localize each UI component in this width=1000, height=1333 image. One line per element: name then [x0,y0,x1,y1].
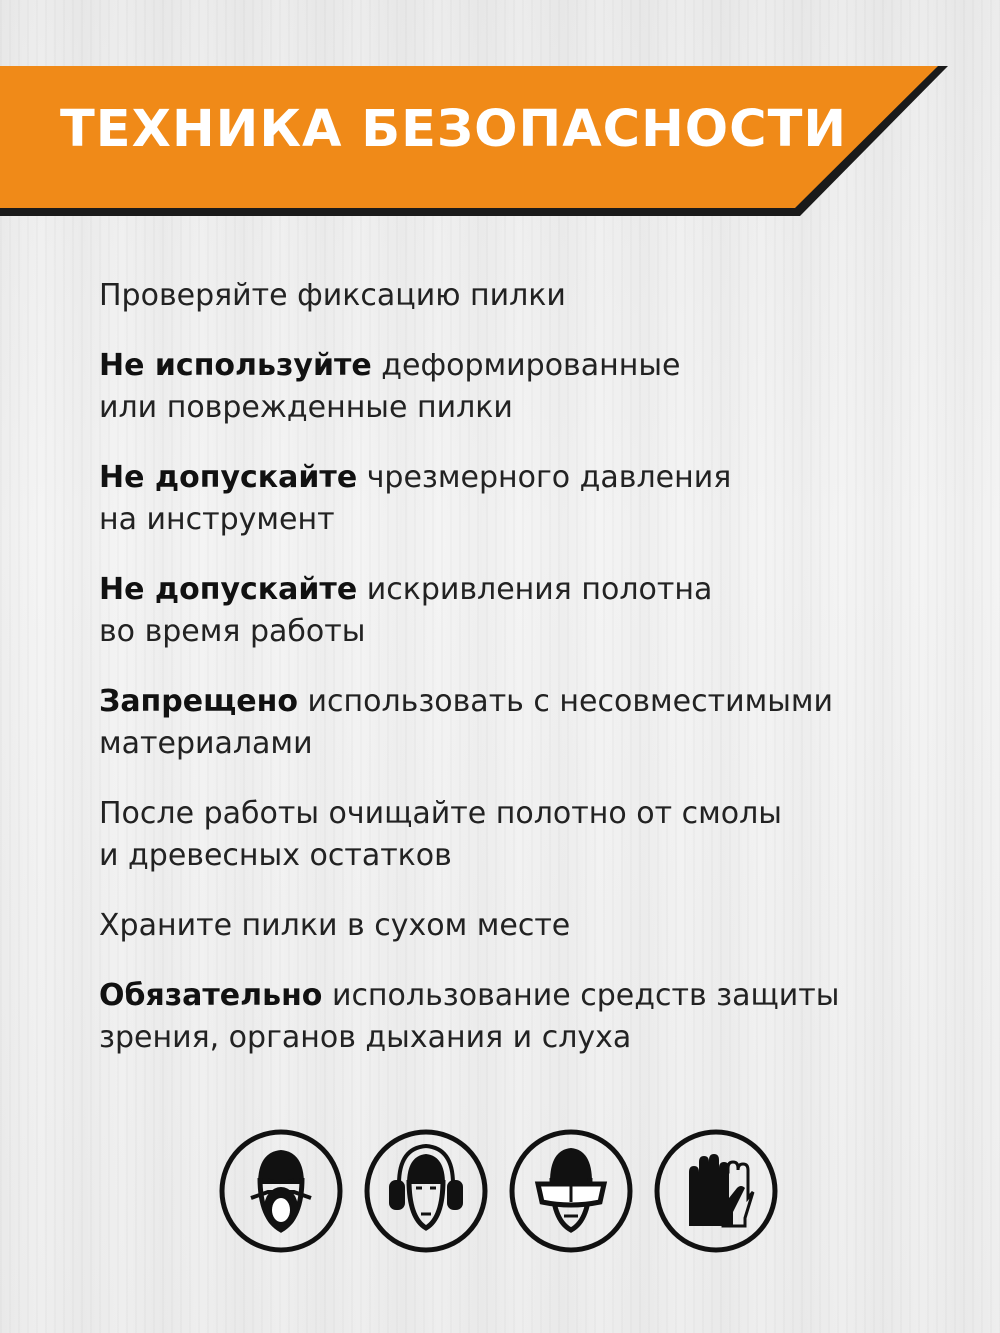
rule-emphasis: Обязательно [99,978,323,1013]
rule-item [99,345,959,429]
title-banner [0,66,950,218]
rule-text: использовать с несовместимыми материалами [99,684,834,761]
rule-emphasis: Не допускайте [99,572,358,607]
rule-item [99,275,959,317]
rule-text: чрезмерного давления на инструмент [99,460,732,537]
rule-emphasis: Запрещено [99,684,298,719]
rule-item [99,569,959,653]
rule-emphasis: Не используйте [99,348,372,383]
rule-text: Проверяйте фиксацию пилки [99,278,566,313]
respirator-icon [218,1128,344,1254]
rule-text: деформированные или поврежденные пилки [99,348,681,425]
safety-icons-row [218,1128,788,1256]
ear-protection-icon [363,1128,489,1254]
rule-text: использование средств защиты зрения, органов дыхания и слуха [99,978,840,1055]
safety-rules-list [99,275,959,1087]
rule-item [99,681,959,765]
rule-item [99,975,959,1059]
page-title: ТЕХНИКА БЕЗОПАСНОСТИ [60,100,848,159]
rule-item [99,905,959,947]
gloves-icon [653,1128,779,1254]
rule-text: Храните пилки в сухом месте [99,908,571,943]
rule-text: После работы очищайте полотно от смолы и древесных остатков [99,796,782,873]
rule-item [99,457,959,541]
rule-item [99,793,959,877]
rule-emphasis: Не допускайте [99,460,358,495]
safety-goggles-icon [508,1128,634,1254]
rule-text: искривления полотна во время работы [99,572,713,649]
